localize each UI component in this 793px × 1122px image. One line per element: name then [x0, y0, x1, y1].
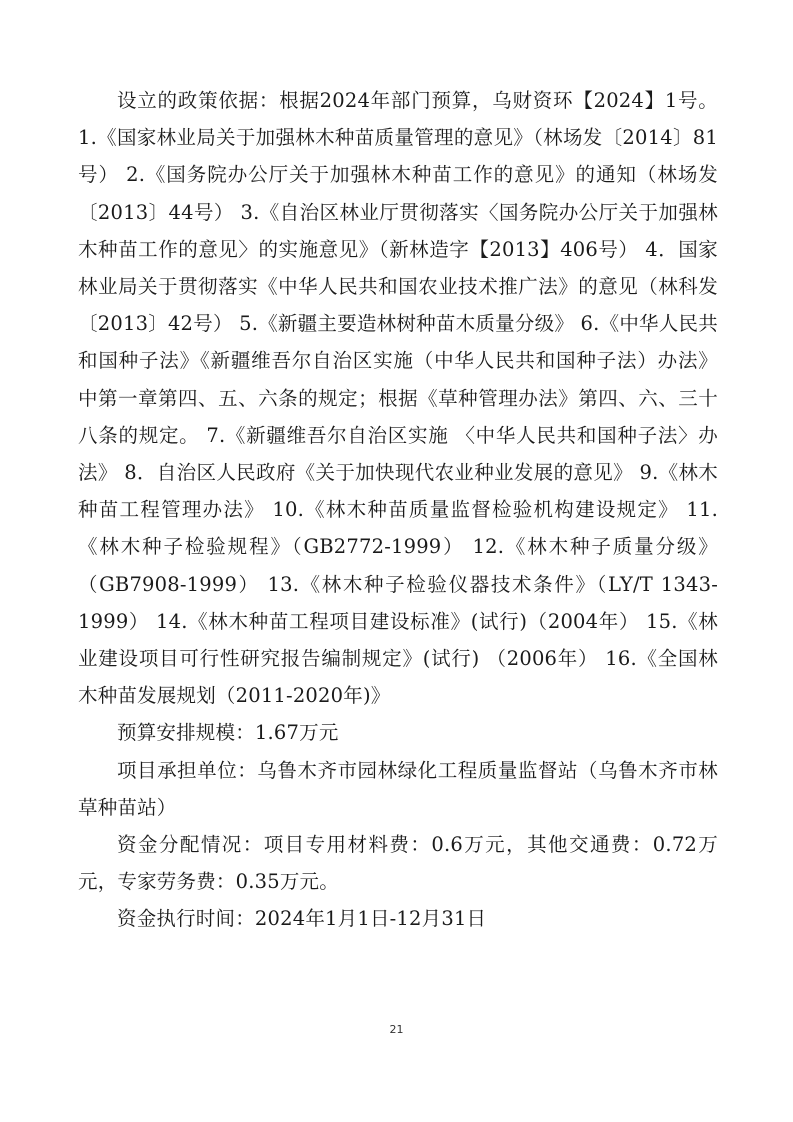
page-number: 21	[389, 1023, 404, 1036]
policy-basis-paragraph: 设立的政策依据：根据2024年部门预算，乌财资环【2024】1号。1.《国家林业局关于加强林木种苗质量管理的意见》（林场发〔2014〕81号） 2.《国务院办公厅关于加强林木种苗工作的意见》的通知（林场发〔2013〕44号） 3.《自治区林业厅贯彻落实〈国务院办公厅关于加强林木种苗工作的意见〉的实施意见》（新林造字【2013】406号） 4．国家林业局关于贯彻落实《中华人民共和国农业技术推广法》的意见（林科发〔2013〕42号） 5.《新疆主要造林树种苗木质量分级》 6.《中华人民共和国种子法》《新疆维吾尔自治区实施（中华人民共和国种子法）办法》中第一章第四、五、六条的规定；根据《草种管理办法》第四、六、三十八条的规定。 7.《新疆维吾尔自治区实施 〈中华人民共和国种子法〉办法》 8．自治区人民政府《关于加快现代农业种业发展的意见》 9.《林木种苗工程管理办法》 10.《林木种苗质量监督检验机构建设规定》 11.《林木种子检验规程》（GB2772-1999） 12.《林木种子质量分级》（GB7908-1999） 13.《林木种子检验仪器技术条件》（LY/T 1343-1999） 14.《林木种苗工程项目建设标准》(试行)（2004年） 15.《林业建设项目可行性研究报告编制规定》(试行) （2006年） 16.《全国林木种苗发展规划（2011-2020年)》	[78, 89, 718, 708]
budget-scale-paragraph: 预算安排规模：1.67万元	[117, 721, 339, 745]
fund-allocation-paragraph: 资金分配情况：项目专用材料费：0.6万元，其他交通费：0.72万元，专家劳务费：0.35万元。	[78, 833, 718, 894]
document-body	[78, 82, 718, 938]
undertaking-unit-paragraph: 项目承担单位：乌鲁木齐市园林绿化工程质量监督站（乌鲁木齐市林草种苗站）	[78, 758, 718, 819]
execution-time-paragraph: 资金执行时间：2024年1月1日-12月31日	[117, 907, 487, 931]
